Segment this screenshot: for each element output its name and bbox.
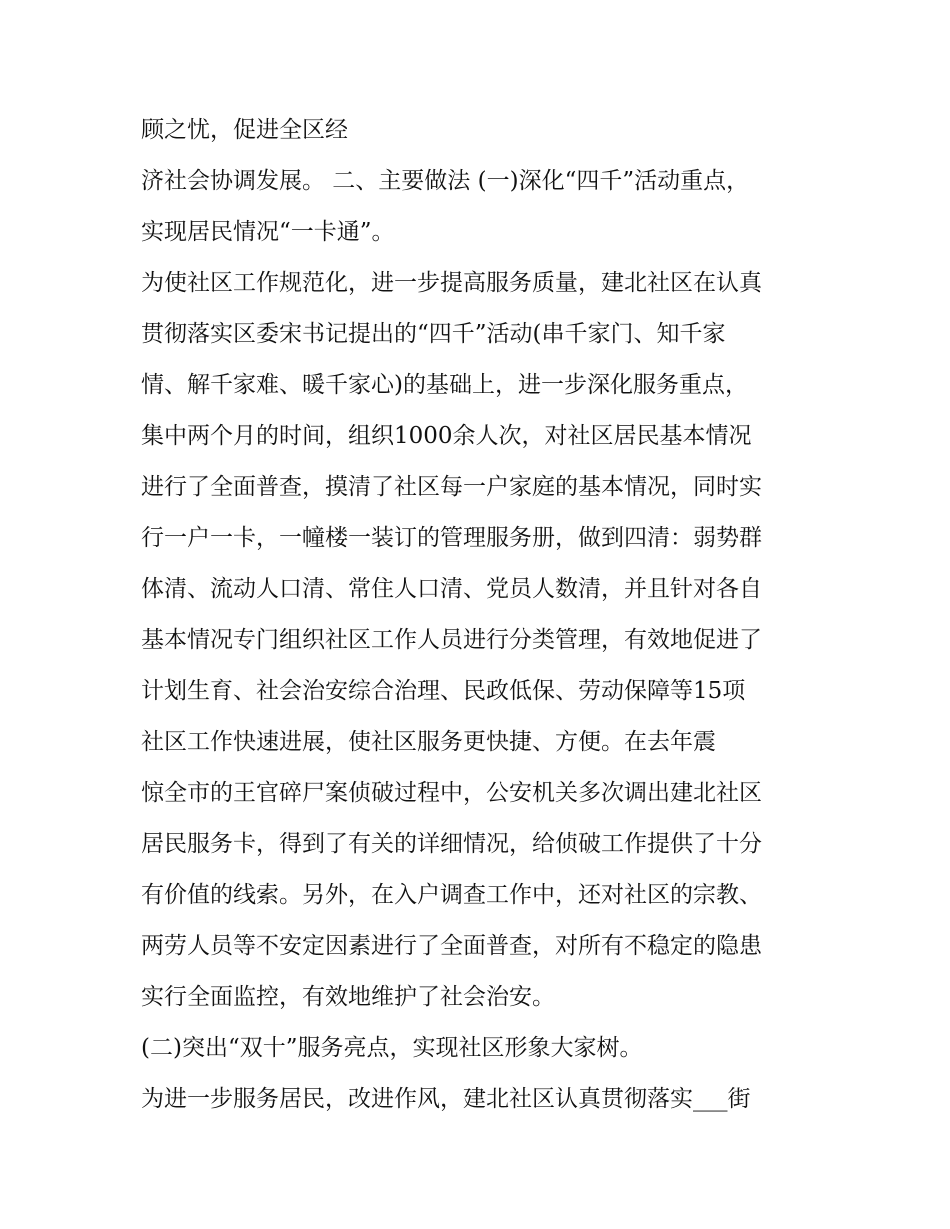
- text-line: 居民服务卡，得到了有关的详细情况，给侦破工作提供了十分: [141, 831, 762, 857]
- text-line: 为使社区工作规范化，进一步提高服务质量，建北社区在认真: [141, 270, 762, 296]
- text-line: 计划生育、社会治安综合治理、民政低保、劳动保障等15项: [141, 678, 746, 704]
- text-line: (二)突出“双十”服务亮点，实现社区形象大家树。: [141, 1035, 643, 1061]
- text-line: 惊全市的王官碎尸案侦破过程中，公安机关多次调出建北社区: [141, 780, 762, 806]
- text-line: 两劳人员等不安定因素进行了全面普查，对所有不稳定的隐患: [141, 933, 762, 959]
- text-line: 济社会协调发展。 二、主要做法 (一)深化“四千”活动重点，: [141, 168, 750, 194]
- text-line: 情、解千家难、暖千家心)的基础上，进一步深化服务重点，: [141, 372, 748, 398]
- text-line: 有价值的线索。另外，在入户调查工作中，还对社区的宗教、: [141, 882, 762, 908]
- text-line: 顾之忧，促进全区经: [141, 117, 348, 143]
- text-line: 为进一步服务居民，改进作风，建北社区认真贯彻落实___街: [141, 1086, 751, 1112]
- document-body: [141, 110, 831, 1130]
- text-line: 实行全面监控，有效地维护了社会治安。: [141, 984, 555, 1010]
- text-line: 体清、流动人口清、常住人口清、党员人数清，并且针对各自: [141, 576, 762, 602]
- text-line: 社区工作快速进展，使社区服务更快捷、方便。在去年震: [141, 729, 716, 755]
- text-line: 基本情况专门组织社区工作人员进行分类管理，有效地促进了: [141, 627, 762, 653]
- text-line: 实现居民情况“一卡通”。: [141, 219, 395, 245]
- text-line: 行一户一卡，一幢楼一装订的管理服务册，做到四清：弱势群: [141, 525, 762, 551]
- text-line: 贯彻落实区委宋书记提出的“四千”活动(串千家门、知千家: [141, 321, 726, 347]
- text-line: 集中两个月的时间，组织1000余人次，对社区居民基本情况: [141, 423, 752, 449]
- text-line: 进行了全面普查，摸清了社区每一户家庭的基本情况，同时实: [141, 474, 762, 500]
